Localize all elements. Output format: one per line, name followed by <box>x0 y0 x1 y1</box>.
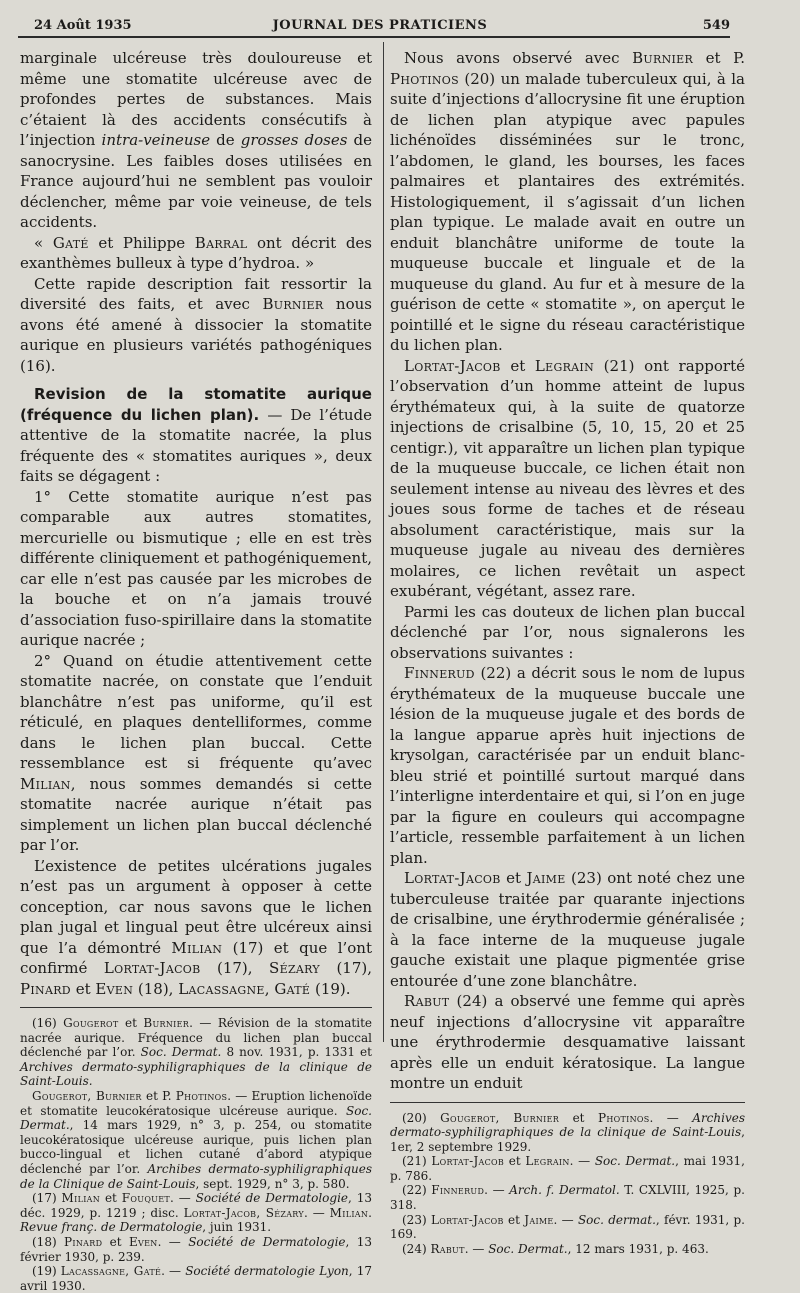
journal-title: JOURNAL DES PRATICIENS <box>272 18 488 33</box>
paragraph: Finnerud (22) a décrit sous le nom de lupus érythémateux de la muqueuse buccale une lésion de la muqueuse jugale et des bords de la langue apparue après huit injections de krysolgan, caractérisée par un enduit blanc-bleu strié et pointillé surtout marqué dans l’interligne interdentaire et qui, si l’on en juge par la figure en couleurs qui accompagne l’article, ressemble parfaitement à un lichen plan. <box>390 664 745 867</box>
footnote: (18) Pinard et Even. — Société de Dermatologie, 13 février 1930, p. 239. <box>20 1234 372 1264</box>
page-header <box>30 14 730 38</box>
section-paragraph: Revision de la stomatite aurique (fréquence du lichen plan). — De l’étude attentive de la stomatite nacrée, la plus fréquente des « stomatites auriques », deux faits se dégagent : <box>20 385 372 485</box>
paragraph: Rabut (24) a observé une femme qui après neuf injections d’allocrysine vit apparaître une érythrodermie desquamative laissant après elle un enduit kératosique. La langue montre un enduit <box>390 992 745 1092</box>
paragraph: « Gaté et Philippe Barral ont décrit des exanthèmes bulleux à type d’hydroa. » <box>20 233 373 272</box>
footnote-rule <box>390 1102 745 1103</box>
paragraph: Lortat-Jacob et Legrain (21) ont rapporté l’observation d’un homme atteint de lupus érythémateux qui, à la suite de quatorze injections de crisalbine (5, 10, 15, 20 et 25 centigr.), vit apparaître un lichen plan typique de la muqueuse buccale, ce lichen était non seulement intense au niveau des lèvres et des joues sous forme de taches et de réseau absolument caractéristique, mais sur la muqueuse jugale au niveau des dernières molaires, ce lichen revêtait un aspect exubérant, végétant, assez rare. <box>390 356 745 600</box>
header-rule <box>18 36 730 38</box>
paragraph: Parmi les cas douteux de lichen plan buccal déclenché par l’or, nous signalerons les observations suivantes : <box>390 602 745 662</box>
footnote: (21) Lortat-Jacob et Legrain. — Soc. Dermat., mai 1931, p. 786. <box>390 1154 745 1183</box>
footnote: (19) Lacassagne, Gaté. — Société dermatologie Lyon, 17 avril 1930. <box>20 1264 372 1293</box>
right-body <box>390 48 745 1094</box>
footnote: (17) Milian et Fouquet. — Société de Dermatologie, 13 déc. 1929, p. 1219 ; disc. Lortat-Jacob, Sézary. — Milian. Revue franç. de Dermatologie, juin 1931. <box>20 1191 373 1235</box>
column-divider <box>383 42 384 1042</box>
footnote: (22) Finnerud. — Arch. f. Dermatol. T. CXLVIII, 1925, p. 318. <box>390 1183 745 1213</box>
left-body <box>20 48 372 999</box>
footnote-rule <box>20 1007 372 1008</box>
paragraph: 1° Cette stomatite aurique n’est pas comparable aux autres stomatites, mercurielle ou bismutique ; elle en est très différente cliniquement et pathogéniquement, car elle n’est pas causée par les microbes de la bouche et on n’a jamais trouvé d’association fuso-spirillaire dans la stomatite aurique nacrée ; <box>20 487 372 649</box>
paragraph: L’existence de petites ulcérations jugales n’est pas un argument à opposer à cette conception, car nous savons que le lichen plan jugal et lingual peut être ulcéreux ainsi que l’a démontré Milian (17) et que l’ont confirmé Lortat-Jacob (17), Sézary (17), Pinard et Even (18), Lacassagne, Gaté (19). <box>20 856 373 998</box>
paragraph: 2° Quand on étudie attentivement cette stomatite nacrée, on constate que l’enduit blanchâtre n’est pas uniforme, qu’il est réticulé, en plaques dentelliformes, comme dans le lichen plan buccal. Cette ressemblance est si fréquente qu’avec Milian, nous sommes demandés si cette stomatite nacrée aurique n’était pas simplement un lichen plan buccal déclenché par l’or. <box>20 651 372 854</box>
left-column <box>20 48 372 1293</box>
footnote: (24) Rabut. — Soc. Dermat., 12 mars 1931, p. 463. <box>402 1241 709 1256</box>
header-date: 24 Août 1935 <box>34 18 132 33</box>
right-footnotes <box>390 1111 745 1257</box>
footnote: Gougerot, Burnier et P. Photinos. — Eruption lichenoïde et stomatite leucokératosique ulcéreuse aurique. Soc. Dermat., 14 mars 1929, n° 3, p. 254, ou stomatite leucokératosique ulcéreuse aurique, puis lichen plan bucco-lingual et lichen cutané d’abord atypique déclenché par l’or. Archibes dermato-syphiligraphiques de la Clinique de Saint-Louis, sept. 1929, n° 3, p. 580. <box>20 1088 373 1191</box>
left-footnotes <box>20 1016 372 1293</box>
paragraph: marginale ulcéreuse très douloureuse et même une stomatite ulcéreuse avec de profondes pertes de substances. Mais c’étaient là des accidents consécutifs à l’injection intra-veineuse de grosses doses de sanocrysine. Les faibles doses utilisées en France aujourd’hui ne semblent pas vouloir déclencher, même par voie veineuse, de tels accidents. <box>20 49 372 231</box>
footnote: (16) Gougerot et Burnier. — Révision de la stomatite nacrée aurique. Fréquence du lichen plan buccal déclenché par l’or. Soc. Dermat. 8 nov. 1931, p. 1331 et Archives dermato-syphiligraphiques de la clinique de Saint-Louis. <box>20 1016 372 1089</box>
right-column <box>390 48 745 1256</box>
section-heading: Revision de la stomatite aurique (fréquence du lichen plan). <box>20 385 372 424</box>
footnote: (23) Lortat-Jacob et Jaime. — Soc. dermat., févr. 1931, p. 169. <box>390 1212 746 1242</box>
paragraph: Nous avons observé avec Burnier et P. Photinos (20) un malade tuberculeux qui, à la suite d’injections d’allocrysine fit une éruption de lichen plan atypique avec papules lichénoïdes disséminées sur le tronc, l’abdomen, le gland, les bourses, les faces palmaires et plantaires des extrémités. Histologiquement, il s’agissait d’un lichen plan typique. Le malade avait en outre un enduit blanchâtre uniforme de toute la muqueuse buccale et linguale et de la muqueuse du gland. Au fur et à mesure de la guérison de cette « stomatite », on aperçut le pointillé et le signe du réseau caractéristique du lichen plan. <box>390 49 745 354</box>
footnote: (20) Gougerot, Burnier et Photinos. — Archives dermato-syphiligraphiques de la clinique de Saint-Louis, 1er, 2 septembre 1929. <box>390 1110 746 1154</box>
paragraph: Lortat-Jacob et Jaime (23) ont noté chez une tuberculeuse traitée par quarante injections de crisalbine, une érythrodermie généralisée ; à la face interne de la muqueuse jugale gauche existait une plaque pigmentée grise entourée d’une zone blanchâtre. <box>390 869 745 990</box>
page-number: 549 <box>702 18 730 33</box>
paragraph: Cette rapide description fait ressortir la diversité des faits, et avec Burnier nous avons été amené à dissocier la stomatite aurique en plusieurs variétés pathogéniques (16). <box>20 274 372 375</box>
